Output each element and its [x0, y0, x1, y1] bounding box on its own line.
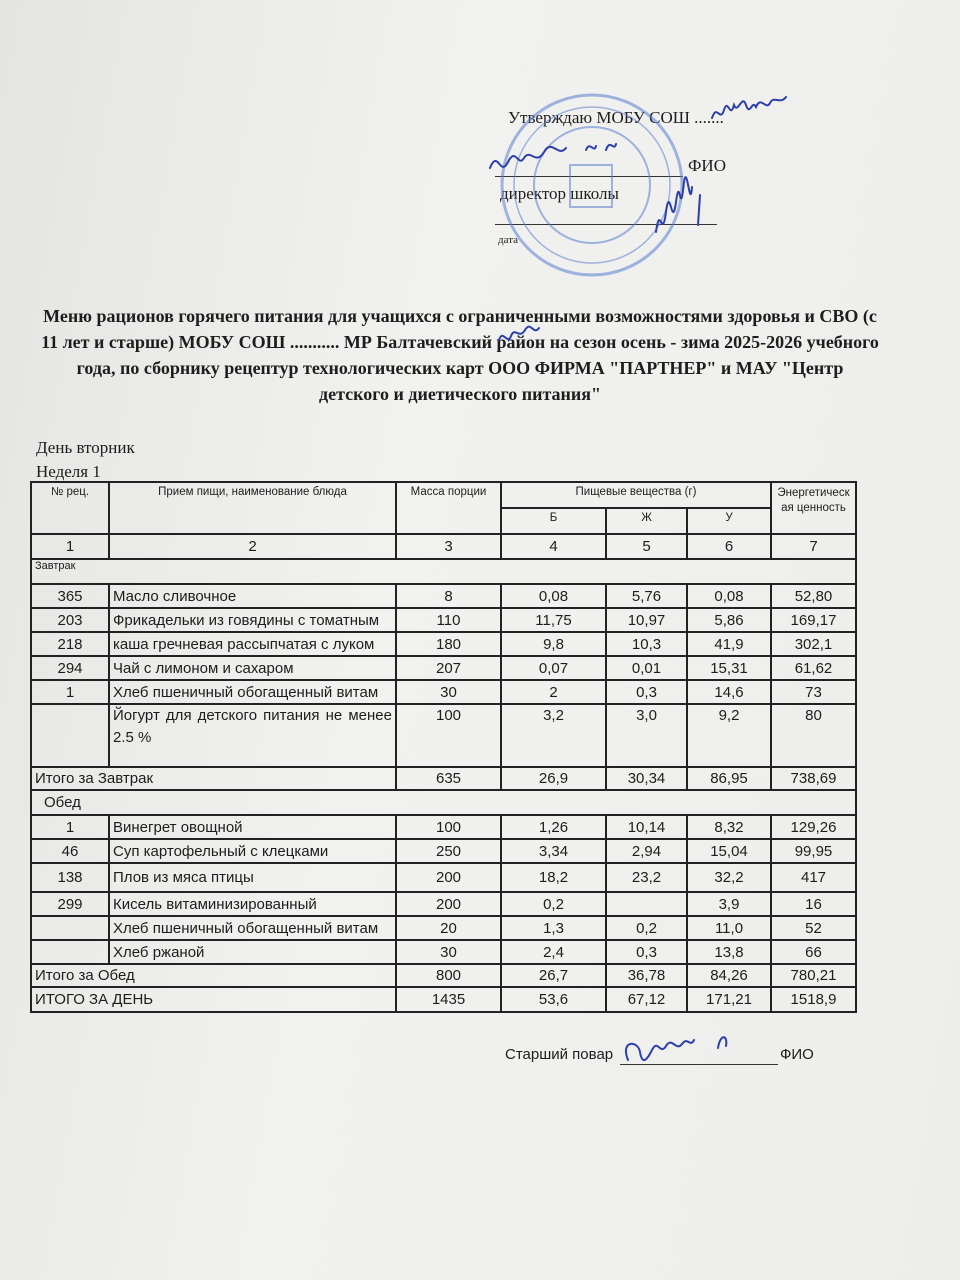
column-number: 2	[109, 534, 396, 559]
fat: 5,76	[606, 584, 687, 608]
fat: 36,78	[606, 964, 687, 987]
energy: 129,26	[771, 815, 856, 839]
energy: 73	[771, 680, 856, 704]
fat: 10,97	[606, 608, 687, 632]
fio-line	[495, 176, 683, 177]
total-row	[31, 767, 856, 790]
mass: 207	[396, 656, 501, 680]
carbs: 11,0	[687, 916, 771, 940]
total-row	[31, 964, 856, 987]
protein: 3,2	[501, 704, 606, 767]
fat: 10,14	[606, 815, 687, 839]
mass: 200	[396, 892, 501, 916]
carbs: 9,2	[687, 704, 771, 767]
dish-name: Чай с лимоном и сахаром	[109, 656, 396, 680]
column-number: 6	[687, 534, 771, 559]
energy: 52	[771, 916, 856, 940]
protein: 11,75	[501, 608, 606, 632]
mass: 110	[396, 608, 501, 632]
header-mass: Масса порции	[396, 482, 501, 534]
day-total-label: ИТОГО ЗА ДЕНЬ	[31, 987, 396, 1012]
table-row	[31, 608, 856, 632]
header-u: У	[687, 508, 771, 534]
protein: 26,9	[501, 767, 606, 790]
header-rec-no: № рец.	[31, 482, 109, 534]
fat: 3,0	[606, 704, 687, 767]
carbs: 171,21	[687, 987, 771, 1012]
mass: 20	[396, 916, 501, 940]
header-nutrients: Пищевые вещества (г)	[501, 482, 771, 508]
header-energy: Энергетическая ценность	[771, 482, 856, 534]
protein: 3,34	[501, 839, 606, 863]
dish-name: Масло сливочное	[109, 584, 396, 608]
section-row	[31, 559, 856, 584]
protein: 1,26	[501, 815, 606, 839]
carbs: 84,26	[687, 964, 771, 987]
day-label: День вторник	[36, 438, 135, 457]
table-row	[31, 839, 856, 863]
rec-no: 1	[31, 680, 109, 704]
cook-signature-line	[620, 1064, 778, 1065]
mass: 30	[396, 680, 501, 704]
section-row	[31, 790, 856, 815]
rec-no: 365	[31, 584, 109, 608]
protein: 26,7	[501, 964, 606, 987]
carbs: 41,9	[687, 632, 771, 656]
rec-no: 294	[31, 656, 109, 680]
fat: 0,3	[606, 940, 687, 964]
energy: 738,69	[771, 767, 856, 790]
mass: 100	[396, 704, 501, 767]
carbs: 14,6	[687, 680, 771, 704]
table-row	[31, 863, 856, 892]
carbs: 13,8	[687, 940, 771, 964]
dish-name: Суп картофельный с клецками	[109, 839, 396, 863]
table-row	[31, 632, 856, 656]
approval-fio-label: ФИО	[688, 156, 726, 175]
header-b: Б	[501, 508, 606, 534]
header-zh: Ж	[606, 508, 687, 534]
protein: 0,2	[501, 892, 606, 916]
dish-name: Хлеб пшеничный обогащенный витам	[109, 680, 396, 704]
dish-name: Хлеб пшеничный обогащенный витам	[109, 916, 396, 940]
energy: 302,1	[771, 632, 856, 656]
menu-table	[30, 481, 857, 1013]
energy: 80	[771, 704, 856, 767]
protein: 0,08	[501, 584, 606, 608]
carbs: 8,32	[687, 815, 771, 839]
dish-name: Фрикадельки из говядины с томатным	[109, 608, 396, 632]
table-row	[31, 584, 856, 608]
column-number: 4	[501, 534, 606, 559]
energy: 16	[771, 892, 856, 916]
fat: 67,12	[606, 987, 687, 1012]
dish-name: Винегрет овощной	[109, 815, 396, 839]
mass: 100	[396, 815, 501, 839]
column-number: 7	[771, 534, 856, 559]
header-dish: Прием пищи, наименование блюда	[109, 482, 396, 534]
protein: 9,8	[501, 632, 606, 656]
section-title: Завтрак	[31, 559, 856, 584]
day-total-row	[31, 987, 856, 1012]
mass: 250	[396, 839, 501, 863]
rec-no: 299	[31, 892, 109, 916]
approval-text: Утверждаю МОБУ СОШ .......	[508, 108, 724, 127]
energy: 1518,9	[771, 987, 856, 1012]
protein: 53,6	[501, 987, 606, 1012]
protein: 2	[501, 680, 606, 704]
mass: 200	[396, 863, 501, 892]
dish-name: каша гречневая рассыпчатая с луком	[109, 632, 396, 656]
carbs: 3,9	[687, 892, 771, 916]
date-label: дата	[498, 234, 519, 246]
carbs: 86,95	[687, 767, 771, 790]
energy: 417	[771, 863, 856, 892]
fat: 0,3	[606, 680, 687, 704]
dish-name: Плов из мяса птицы	[109, 863, 396, 892]
energy: 52,80	[771, 584, 856, 608]
table-row	[31, 892, 856, 916]
mass: 180	[396, 632, 501, 656]
dish-name: Кисель витаминизированный	[109, 892, 396, 916]
fat: 23,2	[606, 863, 687, 892]
carbs: 15,04	[687, 839, 771, 863]
mass: 30	[396, 940, 501, 964]
mass: 800	[396, 964, 501, 987]
fat	[606, 892, 687, 916]
mass: 635	[396, 767, 501, 790]
mass: 8	[396, 584, 501, 608]
table-row	[31, 656, 856, 680]
column-number: 1	[31, 534, 109, 559]
total-label: Итого за Завтрак	[31, 767, 396, 790]
column-number: 3	[396, 534, 501, 559]
fat: 0,2	[606, 916, 687, 940]
carbs: 15,31	[687, 656, 771, 680]
rec-no: 138	[31, 863, 109, 892]
week-label: Неделя 1	[36, 462, 101, 481]
rec-no: 46	[31, 839, 109, 863]
table-row	[31, 815, 856, 839]
fat: 10,3	[606, 632, 687, 656]
rec-no	[31, 940, 109, 964]
rec-no	[31, 916, 109, 940]
table-row	[31, 916, 856, 940]
carbs: 5,86	[687, 608, 771, 632]
total-label: Итого за Обед	[31, 964, 396, 987]
cook-label: Старший повар	[505, 1046, 614, 1063]
column-numbers-row	[31, 534, 856, 559]
carbs: 0,08	[687, 584, 771, 608]
mass: 1435	[396, 987, 501, 1012]
fat: 0,01	[606, 656, 687, 680]
document-title: Меню рационов горячего питания для учащихся с ограниченными возможностями здоровья и СВО (с 11 лет и старше) МОБУ СОШ ........... МР Балтачевский район на сезон осень - зима 2025-2026 учебного года, по сборнику рецептур технологических карт ООО ФИРМА "ПАРТНЕР" и МАУ "Центр детского и диетического питания"	[41, 306, 879, 404]
protein: 18,2	[501, 863, 606, 892]
table-row	[31, 940, 856, 964]
energy: 780,21	[771, 964, 856, 987]
protein: 2,4	[501, 940, 606, 964]
rec-no	[31, 704, 109, 767]
protein: 1,3	[501, 916, 606, 940]
column-number: 5	[606, 534, 687, 559]
dish-name: Хлеб ржаной	[109, 940, 396, 964]
cook-fio-label: ФИО	[780, 1046, 814, 1063]
section-title: Обед	[31, 790, 856, 815]
dish-name: Йогурт для детского питания не менее 2.5 %	[109, 704, 396, 767]
rec-no: 218	[31, 632, 109, 656]
carbs: 32,2	[687, 863, 771, 892]
fat: 2,94	[606, 839, 687, 863]
table-row	[31, 680, 856, 704]
energy: 61,62	[771, 656, 856, 680]
energy: 66	[771, 940, 856, 964]
table-row	[31, 704, 856, 767]
energy: 169,17	[771, 608, 856, 632]
director-label: директор школы	[500, 184, 619, 203]
rec-no: 1	[31, 815, 109, 839]
protein: 0,07	[501, 656, 606, 680]
rec-no: 203	[31, 608, 109, 632]
fat: 30,34	[606, 767, 687, 790]
energy: 99,95	[771, 839, 856, 863]
signature-line	[495, 224, 717, 225]
